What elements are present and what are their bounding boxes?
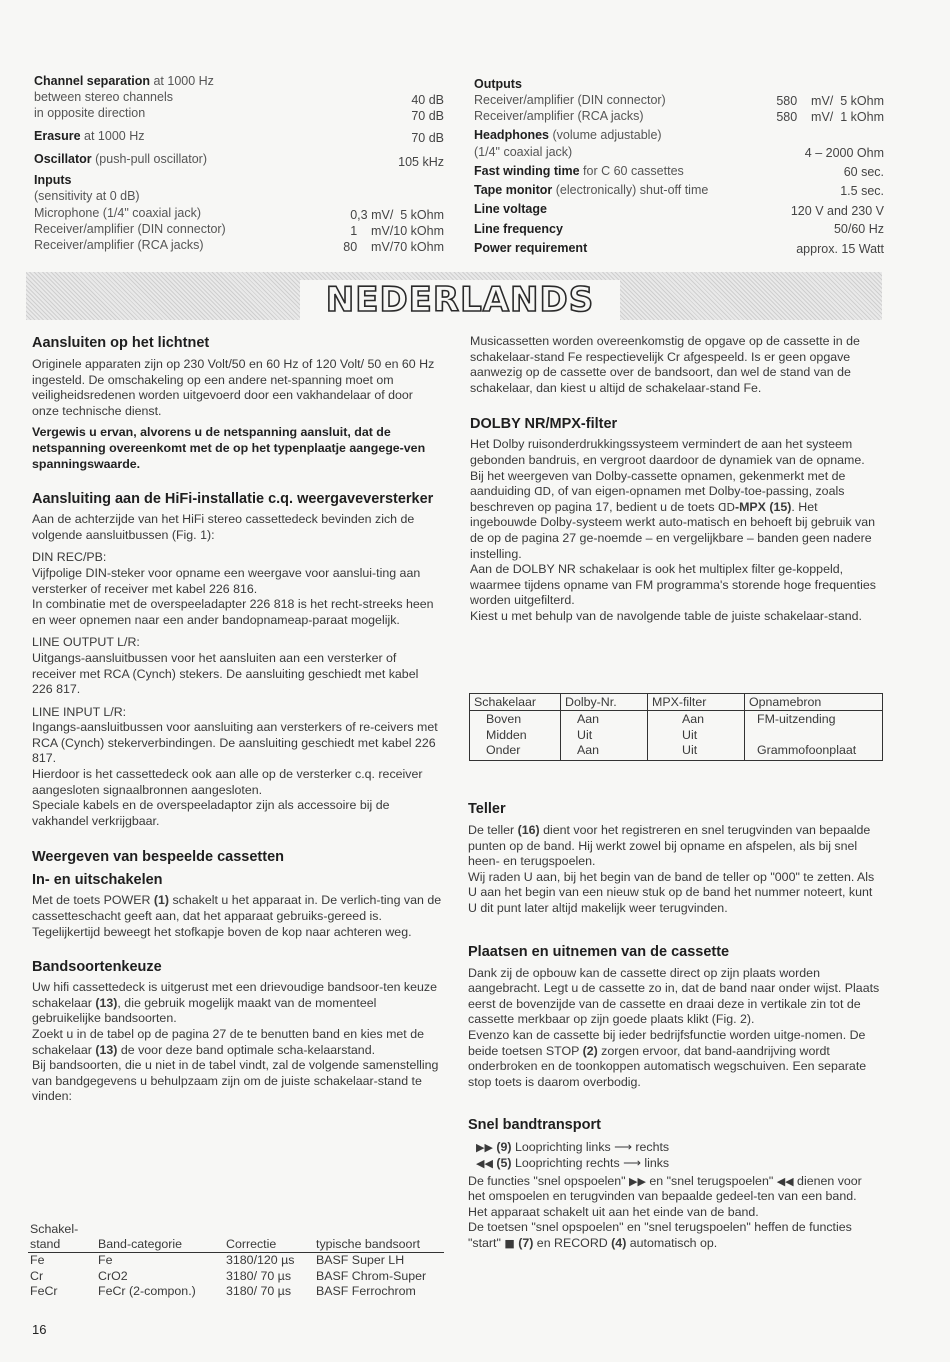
- spec-label: Line voltage: [474, 202, 547, 216]
- key-ref: (9): [496, 1140, 512, 1155]
- paragraph: Het Dolby ruisonderdrukkingssysteem vermindert de aan het systeem gebonden bandruis, en vergroot daardoor de dynamiek van de opname.: [470, 437, 865, 467]
- table-header: Schakelaar: [470, 694, 561, 711]
- table-cell: FM-uitzending Grammofoonplaat: [745, 711, 883, 761]
- table-header: Schakel-stand: [30, 1222, 79, 1251]
- dolby-switch-table: [469, 693, 883, 761]
- table-cell: CrO2: [98, 1268, 128, 1283]
- table-cell: Fe: [98, 1253, 113, 1267]
- band-type-table: [28, 1222, 444, 1300]
- table-cell: 3180/ 70 µs: [226, 1284, 292, 1299]
- language-banner-title: NEDERLANDS: [300, 280, 620, 320]
- paragraph: Kiest u met behulp van de navolgende table de juiste schakelaar-stand.: [470, 608, 862, 623]
- paragraph: Ingangs-aansluitbussen voor aansluiting aan versterkers of re-ceivers met RCA (Cynch) stekerverbindingen. De aansluiting geschiedt met kabel 226 817.: [32, 720, 438, 766]
- spec-label: Power requirement: [474, 241, 588, 255]
- table-cell: BASF Chrom-Super: [316, 1268, 427, 1283]
- key-ref: (1): [153, 893, 170, 908]
- table-row: [470, 711, 883, 761]
- rewind-icon: ◀◀: [476, 1156, 493, 1170]
- spec-value: 70 dB: [411, 109, 444, 123]
- spec-value: 105 kHz: [398, 155, 444, 169]
- key-ref: (13): [95, 1042, 118, 1057]
- table-header: Dolby-Nr.: [561, 694, 648, 711]
- spec-row-label: Microphone (1/4" coaxial jack): [34, 206, 202, 220]
- key-ref: (7): [518, 1235, 534, 1250]
- dolby-icon: ᗡᗞ: [718, 500, 735, 514]
- spec-suffix: (push-pull oscillator): [91, 152, 207, 166]
- spec-label: Outputs: [474, 77, 522, 91]
- spec-label: Erasure: [34, 129, 81, 143]
- section-title: DOLBY NR/MPX-filter: [470, 416, 618, 433]
- table-cell: FeCr (2-compon.): [98, 1284, 196, 1299]
- table-header: MPX-filter: [648, 694, 745, 711]
- spec-label: Tape monitor: [474, 183, 553, 197]
- table-cell: Cr: [30, 1268, 44, 1283]
- spec-label: Headphones: [474, 128, 550, 142]
- table-cell: 3180/ 70 µs: [226, 1268, 292, 1283]
- spec-value: 70 dB: [411, 131, 444, 145]
- table-header-row: [470, 694, 883, 711]
- spec-row-label: Receiver/amplifier (DIN connector): [474, 93, 666, 107]
- table-header: Correctie: [226, 1237, 277, 1251]
- spec-row-label: Receiver/amplifier (RCA jacks): [474, 109, 644, 123]
- paragraph: Uw hifi cassettedeck is uitgerust met een drievoudige bandsoor-ten keuze schakelaar (13), die gebruik mogelijk maakt van de momenteel gebruikelijke bandsoorten.: [32, 980, 437, 1026]
- spec-label: Line frequency: [474, 222, 563, 236]
- page-number: 16: [32, 1322, 47, 1337]
- spec-line: in opposite direction: [34, 106, 146, 120]
- paragraph: Musicassetten worden overeenkomstig de opgave op de cassette in de schakelaar-stand Fe respectievelijk Cr afgespeeld. Is er geen opgave aanwezig op de cassette over de bandsoort, dan wel de stand van de schakelaar, dan kiest u altijd de schakelaar-stand Fe.: [470, 334, 860, 395]
- paragraph: Evenzo kan de cassette bij ieder bedrijfsfunctie worden uitge-nomen. De beide toetsen STOP (2) zorgen ervoor, dat band-aandrijving wordt onderbroken en de toonkoppen automatisch wegschuiven. Een separate stop toets is daarom overbodig.: [468, 1027, 867, 1089]
- section-title: Aansluiten op het lichtnet: [32, 335, 210, 351]
- spec-label: Channel separation: [34, 74, 150, 88]
- right-column-bottom: [468, 800, 882, 1251]
- spec-line: (1/4" coaxial jack): [474, 145, 573, 159]
- fast-forward-icon: ▶▶: [629, 1174, 646, 1188]
- key-ref: (13): [95, 995, 118, 1010]
- paragraph: Met de toets POWER (1) schakelt u het apparaat in. De verlich-ting van de cassetteschacht geeft aan, dat het apparaat gebruiks-gereed is. Tegelijkertijd beweegt het stofkapje boven de kop naar achteren weg.: [32, 893, 442, 939]
- table-header: typische bandsoort: [316, 1237, 421, 1251]
- rewind-icon: ◀◀: [776, 1174, 794, 1188]
- paragraph: Hierdoor is het cassettedeck ook aan alle op de versterker c.q. receiver aangesloten signaalbronnen aangesloten.: [32, 767, 423, 797]
- section-title: Bandsoortenkeuze: [32, 959, 162, 976]
- subheading: DIN REC/PB:: [32, 550, 107, 565]
- left-column: [32, 334, 442, 1105]
- spec-value: 120 V and 230 V: [790, 204, 884, 218]
- spec-line: (sensitivity at 0 dB): [34, 189, 140, 203]
- section-title: Teller: [468, 801, 506, 817]
- paragraph: Speciale kabels en de overspeeladaptor zijn als accessoire bij de vakhandel verkrijgbaar.: [32, 798, 390, 828]
- spec-suffix: at 1000 Hz: [150, 74, 214, 88]
- right-column-top: [470, 334, 882, 625]
- warning-paragraph: Vergewis u ervan, alvorens u de netspanning aansluit, dat de netspanning overeenkomt met de op het typenplaatje aangege-ven spanningswaarde.: [32, 425, 426, 471]
- paragraph: Wij raden U aan, bij het begin van de band de teller op "000" te zetten. Als U aan het begin van een nieuw stuk op de band het nummer noteert, kunt U dit punt later altijd makelijk weer terugvinden.: [468, 869, 875, 915]
- fast-forward-icon: ▶▶: [476, 1141, 493, 1155]
- key-ref: -MPX (15): [734, 499, 792, 514]
- stop-icon: ■: [504, 1236, 515, 1250]
- subheading: LINE OUTPUT L/R:: [32, 635, 140, 650]
- key-ref: (5): [496, 1155, 512, 1170]
- paragraph: Bij bandsoorten, die u niet in de tabel vindt, zal de volgende samenstelling van bandgegevens u behulpzaam zijn om de juiste schakelaar-stand te vinden:: [32, 1058, 439, 1104]
- table-cell: Boven Midden Onder: [470, 711, 561, 761]
- spec-suffix: at 1000 Hz: [80, 129, 145, 143]
- table-cell: Aan Uit Aan: [561, 711, 648, 761]
- spec-suffix: for C 60 cassettes: [579, 164, 684, 178]
- spec-label: Oscillator: [34, 152, 92, 166]
- paragraph: In combinatie met de overspeeladapter 226 818 is het recht-streeks heen en weer opnemen naar een ander bandopnameap-paraat mogelijk.: [32, 597, 434, 627]
- section-title: Aansluiting aan de HiFi-installatie c.q. weergaveversterker: [32, 491, 434, 508]
- paragraph: Originele apparaten zijn op 230 Volt/50 en 60 Hz of 120 Volt/ 50 en 60 Hz ingesteld. De omschakeling op een andere net-spanning moet om veiligheidsredenen worden uitgevoerd door een vakhandelaar of door onze technische dienst.: [32, 357, 435, 418]
- spec-row-value: 580 mV/ 5 kOhm: [776, 94, 884, 108]
- section-title: Plaatsen en uitnemen van de cassette: [468, 943, 730, 960]
- paragraph: Vijfpolige DIN-steker voor opname een weergave voor aanslui-ting aan versterker of receiver met kabel 226 816.: [32, 565, 421, 596]
- spec-row-value: 1 mV/10 kOhm: [350, 224, 444, 238]
- list-item: ◀◀ (5) Looprichting rechts ⟶ links: [476, 1155, 670, 1170]
- section-subtitle: In- en uitschakelen: [32, 872, 163, 889]
- spec-row-label: Receiver/amplifier (RCA jacks): [34, 238, 204, 252]
- table-cell: FeCr: [30, 1284, 58, 1299]
- paragraph: De teller (16) dient voor het registreren en snel terugvinden van bepaalde punten op de band. Hij werkt zowel bij opname en afspelen, als bij snel heen- en terugspoelen.: [468, 823, 871, 869]
- table-cell: Fe: [30, 1253, 45, 1267]
- spec-label: Fast winding time: [474, 164, 580, 178]
- table-row: [28, 1253, 444, 1269]
- paragraph: Aan de achterzijde van het HiFi stereo cassettedeck bevinden zich de volgende aansluitbussen (Fig. 1):: [32, 512, 415, 542]
- section-title: Weergeven van bespeelde cassetten: [32, 849, 284, 866]
- spec-suffix: (volume adjustable): [549, 128, 662, 142]
- paragraph: Aan de DOLBY NR schakelaar is ook het multiplex filter ge-koppeld, waarmee tijdens opname van FM programma's storende hoge frequenties worden uitgefilterd.: [470, 562, 876, 608]
- table-cell: Aan Uit Uit: [648, 711, 745, 761]
- table-cell: BASF Ferrochrom: [316, 1284, 416, 1299]
- key-ref: (4): [611, 1235, 627, 1250]
- spec-value: 50/60 Hz: [833, 222, 884, 236]
- table-header: Opnamebron: [745, 694, 883, 711]
- spec-row-value: 580 mV/ 1 kOhm: [776, 110, 884, 124]
- spec-row-value: 0,3 mV/ 5 kOhm: [350, 208, 444, 222]
- paragraph: De toetsen "snel opspoelen" en "snel terugspoelen" heffen de functies "start" ■ (7) en RECORD (4) automatisch op.: [468, 1220, 852, 1250]
- spec-suffix: (electronically) shut-off time: [552, 183, 709, 197]
- spec-label: Inputs: [34, 173, 72, 187]
- table-header: Band-categorie: [98, 1237, 183, 1251]
- paragraph: Bij het weergeven van Dolby-cassette opnamen, gekenmerkt met de aanduiding ᗡᗞ, of van eigen-opnamen met Dolby-toe-passing, zoals beschreven op pagina 17, bedient u de toets ᗡᗞ-MPX (15). Het ingebouwde Dolby-systeem werkt auto-matisch en behoeft bij gebruik van de op de pagina 27 ge-noemde – en vergelijkbare – banden geen nadere instelling.: [470, 468, 875, 561]
- key-ref: (2): [582, 1043, 598, 1058]
- key-ref: (16): [517, 823, 540, 837]
- table-cell: 3180/120 µs: [226, 1253, 295, 1267]
- table-header-row: [28, 1222, 444, 1253]
- spec-row-label: Receiver/amplifier (DIN connector): [34, 222, 226, 236]
- table-cell: BASF Super LH: [316, 1253, 405, 1267]
- spec-row-value: 80 mV/70 kOhm: [343, 240, 444, 254]
- spec-value: 60 sec.: [843, 165, 884, 179]
- spec-value: approx. 15 Watt: [796, 242, 884, 256]
- table-row: [28, 1269, 444, 1285]
- section-title: Snel bandtransport: [468, 1117, 601, 1134]
- paragraph: Zoekt u in de tabel op de pagina 27 de te benutten band en kies met de schakelaar (13) de voor deze band optimale scha-kelaarstand.: [32, 1027, 424, 1057]
- spec-value: 4 – 2000 Ohm: [804, 146, 884, 160]
- table-row: [28, 1284, 444, 1300]
- subheading: LINE INPUT L/R:: [32, 704, 127, 719]
- spec-line: between stereo channels: [34, 90, 173, 104]
- dolby-icon: ᗡᗞ: [534, 485, 551, 499]
- paragraph: Het apparaat schakelt uit aan het einde van de band.: [468, 1204, 759, 1219]
- paragraph: Uitgangs-aansluitbussen voor het aansluiten aan een versterker of receiver met RCA (Cynch) stekers. De aansluiting geschiedt met kabel 226 817.: [32, 650, 419, 697]
- spec-value: 1.5 sec.: [840, 184, 884, 198]
- spec-value: 40 dB: [411, 93, 444, 107]
- paragraph: Dank zij de opbouw kan de cassette direct op zijn plaats worden aangebracht. Legt u de cassette zo in, dat de band naar onder wijst. Plaats eerst de bovenzijde van de cassette en draai deze in vertikale zin tot de cassette merkbaar op zijn goede plaats klikt (Fig. 2).: [468, 965, 880, 1027]
- list-item: ▶▶ (9) Looprichting links ⟶ rechts: [476, 1140, 670, 1155]
- paragraph: De functies "snel opspoelen" ▶▶ en "snel terugspoelen" ◀◀ dienen voor het omspoelen en terugvinden van bepaalde gedeel-ten van een band.: [468, 1173, 862, 1204]
